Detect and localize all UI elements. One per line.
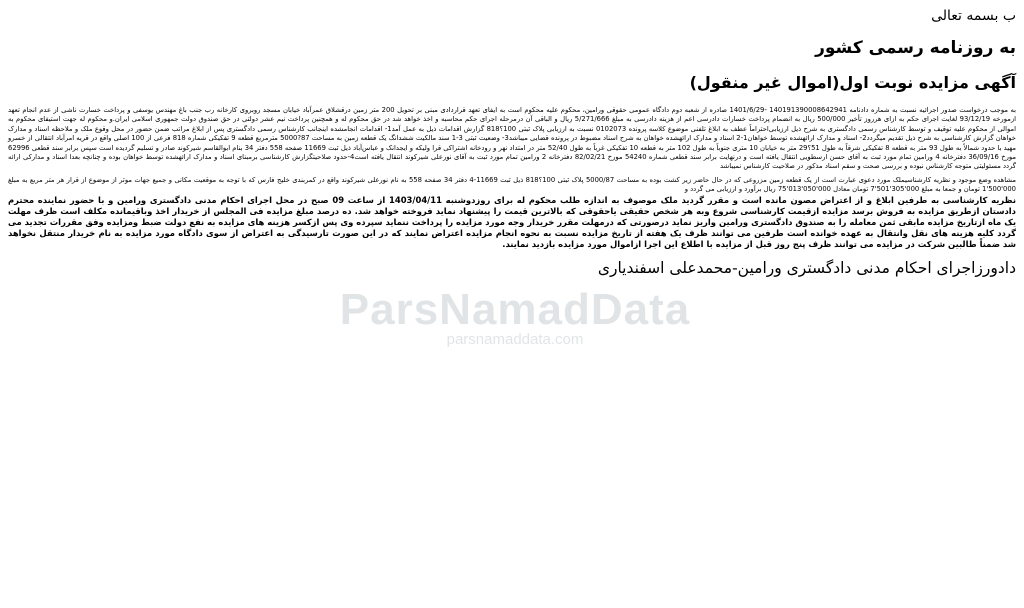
auction-terms-paragraph: نظریه کارشناسی به طرفین ابلاغ و از اعتراض مصون مانده است و مقرر گردید ملک موصوف به اندازه طلب محکوم له برای روزدوشنبه 1403/04/11 از ساعت 09 صبح در محل اجرای احکام مدنی دادگستری ورامین و با حضور نماینده محترم دادستان ازطریق مزایده به فروش برسد مزایده ازقیمت کارشناسی شروع وبه هر شخص حقیقی یاحقوقی که بالاترین قیمت را پیشنهاد نماید فروخته خواهد شد. ده درصد مبلغ مزایده فی المجلس از خریدار اخذ وباقیمانده مکلف است ظرف مهلت یک ماه ازتاریخ مزایده مابقی ثمن معامله را به صندوق دادگستری ورامین واریز نماید درصورتی که درمهلت مقرر خریدار وجه مورد مزایده را پرداخت ننماید سپرده وی پس ازکسر هزینه های مزایده به نفع دولت ضبط ومزایده وفق مقررات تجدید می گردد کلیه هزینه های نقل وانتقال به عهده خوانده است طرفین می توانند ظرف یک هفته از تاریخ مزایده نسبت به نحوه انجام مزایده اعتراض نمایند که در این صورت تارسیدگی به اعتراض از سوی دادگاه مورد مزایده به نام خریدار منتقل نخواهد شد ضمناً طالبین شرکت در مزایده می توانند ظرف پنج روز قبل از مزایده با اطلاع این اجرا ازاموال مورد مزایده بازدید نمایند. bbox=[8, 194, 1016, 250]
watermark-url: parsnamaddata.com bbox=[446, 331, 584, 348]
newspaper-line: به روزنامه رسمی کشور bbox=[815, 38, 1016, 58]
bismillah-line: ب بسمه تعالی bbox=[931, 8, 1016, 24]
watermark-text: ParsNamadData bbox=[339, 285, 691, 334]
signature-line: دادورزاجرای احکام مدنی دادگستری ورامین-محمدعلی اسفندیاری bbox=[597, 259, 1016, 278]
notice-title: آگهی مزایده نوبت اول(اموال غیر منقول) bbox=[689, 73, 1016, 92]
case-details-paragraph: به موجب درخواست صدور اجرائیه نسبت به شماره دادنامه 140191390008642941 -1401/6/29 صادره از شعبه دوم دادگاه عمومی حقوقی ورامین، محکوم علیه محکوم است به ایفای تعهد قراردادی مبنی بر تحویل 200 متر زمین درقشلاق عمرآباد خیابان مسجد روبروی کارخانه رب جنب باغ مهندس یوسفی و پرداخت خسارت ناشی از عدم انجام تعهد ازمورخه 93/12/19 لغایت اجرای حکم به ازای هرروز تأخیر 500/000 ریال به انضمام پرداخت خسارات دادرسی اعم از هزینه دادرسی به مبلغ 5/271/666 ریال و الباقی آن درمرحله اجرای حکم محاسبه و اخذ خواهد شد در حق محکوم له و همچنین پرداخت نیم عشر دولتی در حق صندوق دولت جمهوری اسلامی ایران.و محکوم له جهت استیفای محکوم به اموالی از محکوم علیه توقیف و توسط کارشناس رسمی دادگستری به شرح ذیل ارزیابی‌احتراماً عطف به ابلاغ تلفنی موضوع کلاسه پرونده 0102073 نسبت به ارزیابی پلاک ثبتی 100؟818 گزارش اقدامات ذیل به عمل آمد1- اقدامات انجامشده اینجانب کارشناس رسمی دادگستری پس از ابلاغ مراتب ضمن حضور در محل وقوع ملک و ملاحظه اسناد و مدارک خواهان گزارش کارشناسی به شرح ذیل تقدیم میگردد2- اسناد و مدارک ارائهشده توسط خواهان1-2 اسناد و مدارک ارائهشده خواهان به شرح اسناد مضبوط در پرونده قضایی میباشد3- وضعیت ثبتی 3-1 سند مالکیت ششدانگ یک قطعه زمین به مساحت 87?5000 مترمربع قطعه 9 تفکیکی شماره 818 فرعی از 100 اصلی واقع در قریه امرآباد انتقالی از خسرو مهید با حدود شمالاً به طول 93 متر به قطعه 8 تفکیکی شرقاً به طول 51؟29 متر به خیابان 10 متری جنوباً به طول 102 متر به قطعه 10 تفکیکی غرباً به طول 52/40 متر در امتداد نهر و رودخانه اشتراکی قرا ولیکه و ایجدانک و عباس‌آباد ذیل ثبت 11669 صفحه 558 دفتر 34 بنام ابوالقاسم شیرکوند صادر و تسلیم گردیده است سپس برابر سند قطعی 62996 مورخ 36/09/16 دفترخانه 4 ورامین تمام مورد ثبت به آقای حسن ارسطویی انتقال یافته است و درنهایت برابر سند قطعی شماره 54240 مورخ 82/02/21 دفترخانه 2 ورامین تمام مورد ثبت به آقای نورعلی شیرکوند انتقال یافته است4-حدود صلاحیتگزارش کارشناسی برمبنای اسناد و مدارک ارائهشده توسط خواهان بوده و چنانچه بعدا اسناد و مدارکی ارائه گردد مسئولیتی متوجه کارشناس نبوده و بررسی صحت و سقم اسناد مذکور در صلاحیت کارشناس نمیباشد bbox=[8, 106, 1017, 171]
expert-opinion-paragraph: مشاهده وضع موجود و نظریه کارشناسیملک مورد دعوی عبارت است از یک قطعه زمین مزروعی که در حال حاضر زیر کشت بوده به مساحت 5000/87 پلاک ثبتی 100؟818 ذیل ثبت 11669-4 دفتر 34 صفحه 558 به نام نورعلی شیرکوند واقع در کمربندی خلیج فارس که با توجه به موقعیت مکانی و جمیع جهات موثر از موضوع از قرار هر متر مربع به مبلغ 000'500'1 تومان و جمعا به مبلغ 000'305'501'7 تومان معادل 000'050'013'75 ریال برآورد و ارزیابی می گردد و bbox=[8, 175, 1016, 194]
